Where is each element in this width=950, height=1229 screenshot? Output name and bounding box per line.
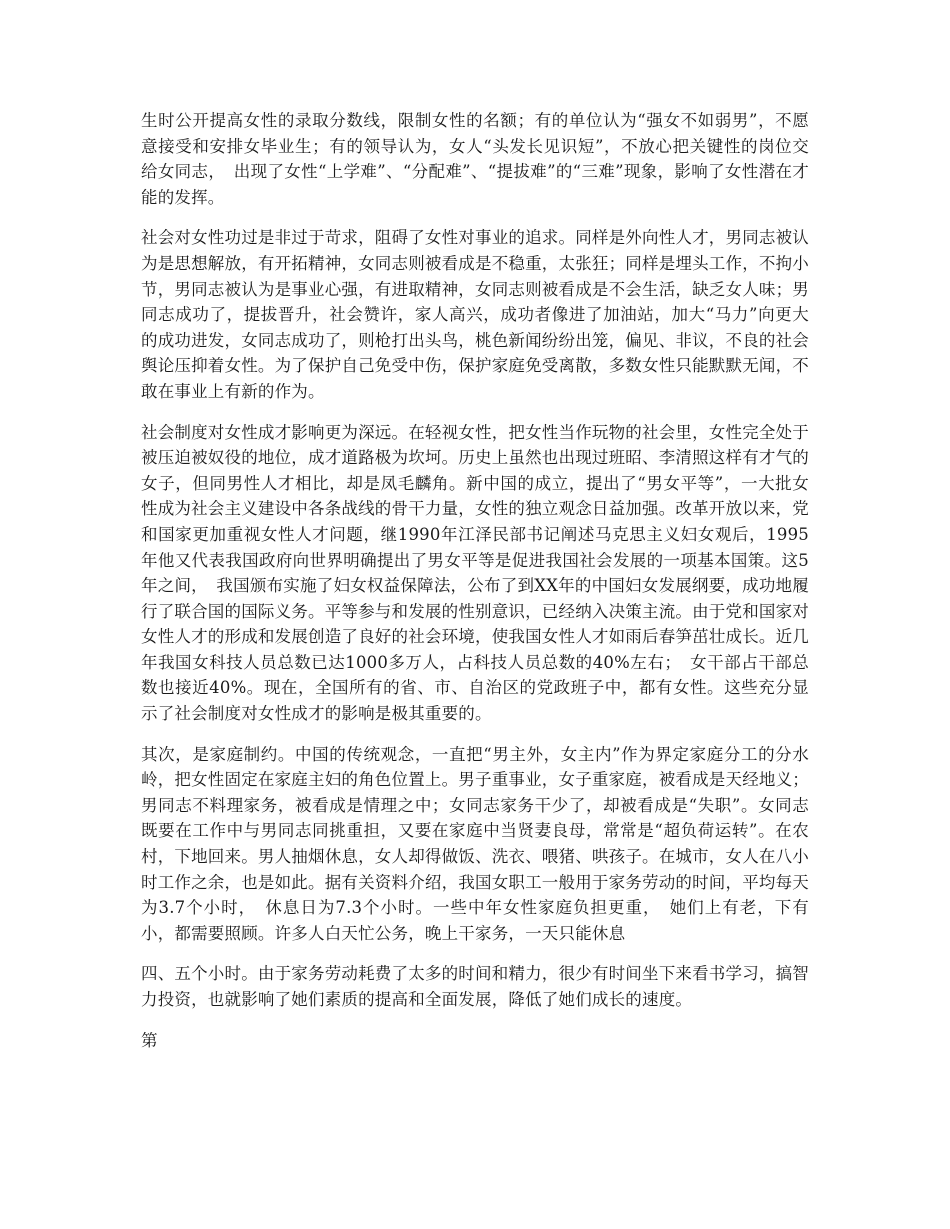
paragraph-housework-time: 四、五个小时。由于家务劳动耗费了太多的时间和精力，很少有时间坐下来看书学习，搞智力投资，也就影响了她们素质的提高和全面发展，降低了她们成长的速度。: [141, 964, 809, 1009]
paragraph-admission-discrimination: 生时公开提高女性的录取分数线，限制女性的名额；有的单位认为“强女不如弱男”，不愿意接受和安排女毕业生；有的领导认为，女人“头发长见识短”，不放心把关键性的岗位交给女同志， 出现了女性“上学难”、“分配难”、“提拔难”的“三难”现象，影响了女性潜在才能的发挥。: [141, 111, 809, 207]
paragraph-social-judgment: 社会对女性功过是非过于苛求，阻碍了女性对事业的追求。同样是外向性人才，男同志被认为是思想解放，有开拓精神，女同志则被看成是不稳重，太张狂；同样是埋头工作，不拘小节，男同志被认为是事业心强，有进取精神，女同志则被看成是不会生活，缺乏女人味；男同志成功了，提拔晋升，社会赞许，家人高兴，成功者像进了加油站，加大“马力”向更大的成功进发，女同志成功了，则枪打出头鸟，桃色新闻纷纷出笼，偏见、非议，不良的社会舆论压抑着女性。为了保护自己免受中伤，保护家庭免受离散，多数女性只能默默无闻，不敢在事业上有新的作为。: [141, 228, 809, 401]
document-page: [141, 108, 809, 1053]
paragraph-family-constraint: 其次，是家庭制约。中国的传统观念，一直把“男主外，女主内”作为界定家庭分工的分水岭，把女性固定在家庭主妇的角色位置上。男子重事业，女子重家庭，被看成是天经地义；男同志不料理家务，被看成是情理之中；女同志家务干少了，却被看成是“失职”。女同志既要在工作中与男同志同挑重担，又要在家庭中当贤妻良母，常常是“超负荷运转”。在农村，下地回来。男人抽烟休息，女人却得做饭、洗衣、喂猪、哄孩子。在城市，女人在八小时工作之余，也是如此。据有关资料介绍，我国女职工一般用于家务劳动的时间，平均每天为3.7个小时， 休息日为7.3个小时。一些中年女性家庭负担更重， 她们上有老，下有小，都需要照顾。许多人白天忙公务，晚上干家务，一天只能休息: [141, 744, 809, 943]
paragraph-social-system: 社会制度对女性成才影响更为深远。在轻视女性，把女性当作玩物的社会里，女性完全处于被压迫被奴役的地位，成才道路极为坎坷。历史上虽然也出现过班昭、李清照这样有才气的女子，但同男性人才相比，却是凤毛麟角。新中国的成立，提出了“男女平等”，一大批女性成为社会主义建设中各条战线的骨干力量，女性的独立观念日益加强。改革开放以来，党和国家更加重视女性人才问题，继1990年江泽民部书记阐述马克思主义妇女观后，1995年他又代表我国政府向世界明确提出了男女平等是促进我国社会发展的一项基本国策。这5年之间， 我国颁布实施了妇女权益保障法，公布了到XX年的中国妇女发展纲要，成功地履行了联合国的国际义务。平等参与和发展的性别意识，已经纳入决策主流。由于党和国家对女性人才的形成和发展创造了良好的社会环境，使我国女性人才如雨后春笋茁壮成长。近几年我国女科技人员总数已达1000多万人，占科技人员总数的40%左右； 女干部占干部总数也接近40%。现在，全国所有的省、市、自治区的党政班子中，都有女性。这些充分显示了社会制度对女性成才的影响是极其重要的。: [141, 422, 809, 724]
paragraph-section-start: 第: [141, 1030, 158, 1050]
